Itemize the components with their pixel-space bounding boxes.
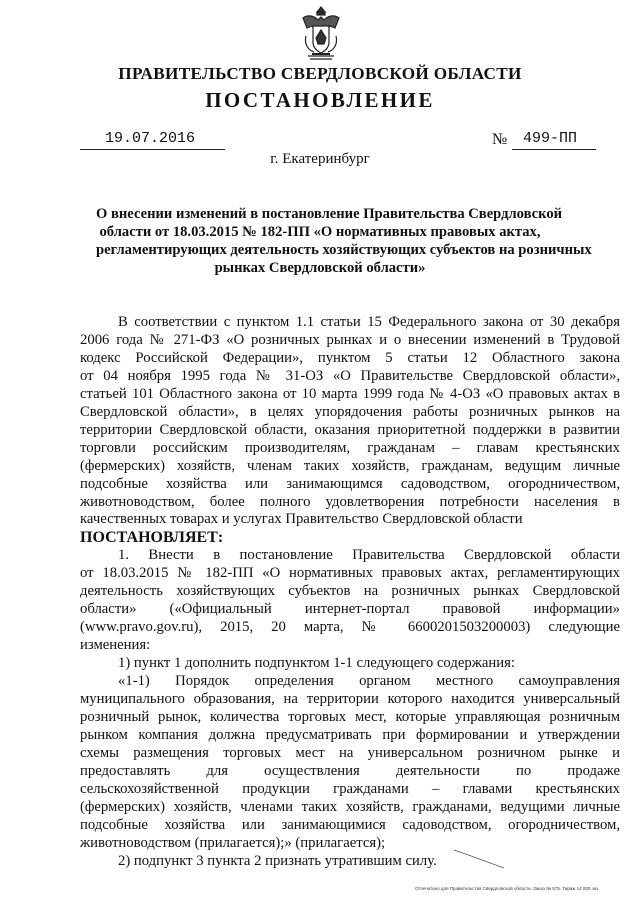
body-line: деятельность хозяйствующих субъектов на розничных рынках Свердловской	[80, 583, 620, 600]
body-line: статьей 101 Областного закона от 10 марта 1999 года № 4-ОЗ «О правовых актах в	[80, 385, 620, 402]
body-line: 1. Внести в постановление Правительства Свердловской области	[118, 547, 620, 564]
body-line: Свердловской области», в целях упорядочения работы розничных рынков на	[80, 403, 620, 420]
resolves-heading: ПОСТАНОВЛЯЕТ:	[80, 529, 224, 547]
body-line: В соответствии с пунктом 1.1 статьи 15 Федерального закона от 30 декабря	[118, 314, 620, 330]
body-line: предоставлять для осуществления деятельности по продаже	[80, 762, 620, 779]
body-line: от 18.03.2015 № 182-ПП «О нормативных правовых актах, регламентирующих	[80, 565, 620, 582]
body-line: (фермерских) хозяйств, членам таких хозяйств, гражданам, ведущим личные	[80, 457, 620, 474]
body-line: торговли российским производителям, гражданам – главам крестьянских	[80, 439, 620, 456]
city: г. Екатеринбург	[270, 151, 370, 167]
number-sign: №	[492, 131, 508, 148]
body-line: от 04 ноября 1995 года № 31-ОЗ «О Правительстве Свердловской области»,	[80, 367, 620, 384]
title-line: области от 18.03.2015 № 182-ПП «О нормативных правовых актах,	[99, 224, 541, 240]
document-body	[80, 314, 620, 871]
body-line: области» («Официальный интернет-портал правовой информации»	[80, 601, 620, 618]
date-underline	[80, 149, 225, 150]
pen-stroke-mark	[452, 848, 507, 870]
body-line: «1-1) Порядок определения органом местного самоуправления	[118, 673, 620, 690]
body-line: 2006 года № 271-ФЗ «О розничных рынках и о внесении изменений в Трудовой	[80, 331, 620, 348]
document-number: 499-ПП	[523, 130, 578, 147]
body-line: (www.pravo.gov.ru), 2015, 20 марта, № 6600201503200003) следующие	[80, 619, 620, 636]
document-title	[96, 205, 592, 277]
title-line: О внесении изменений в постановление Правительства Свердловской	[96, 206, 563, 222]
body-line: подсобные хозяйства или занимающимися садоводством, огородничеством,	[80, 816, 620, 833]
body-line: кодекс Российской Федерации», пунктом 5 статьи 12 Областного закона	[80, 349, 620, 366]
body-line: 2) подпункт 3 пункта 2 признать утратившим силу.	[118, 852, 437, 869]
body-line: животноводством (прилагается);» (прилагается);	[80, 834, 386, 851]
body-line: муниципального образования, на территории которого находится универсальный	[80, 691, 620, 708]
body-line: качественных товарах и услугах Правительство Свердловской области	[80, 511, 523, 528]
body-line: схемы размещения торговых мест на универсальном розничном рынке и	[80, 744, 620, 761]
body-line: рынком компания должна предусматривать при формировании и утверждении	[80, 726, 620, 743]
number-underline	[512, 149, 596, 150]
document-type: ПОСТАНОВЛЕНИЕ	[205, 88, 435, 112]
body-line: розничный рынок, количества торговых мест, которые управляющая розничным	[80, 708, 620, 725]
body-line: территории Свердловской области, оказания приоритетной поддержки в развитии	[80, 421, 620, 438]
document-date: 19.07.2016	[105, 130, 196, 147]
title-line: регламентирующих деятельность хозяйствующих субъектов на розничных	[96, 242, 592, 258]
body-line: сельскохозяйственной продукции гражданами – главами крестьянских	[80, 780, 620, 797]
title-line: рынках Свердловской области»	[214, 260, 426, 276]
body-line: 1) пункт 1 дополнить подпунктом 1-1 следующего содержания:	[118, 655, 515, 672]
body-line: (фермерских) хозяйств, членами таких хозяйств, гражданами, ведущими личные	[80, 798, 620, 815]
body-line: подсобные хозяйства или занимающимся садоводством, огородничеством,	[80, 475, 620, 492]
government-heading: ПРАВИТЕЛЬСТВО СВЕРДЛОВСКОЙ ОБЛАСТИ	[118, 64, 522, 83]
body-line: животноводством, более полного удовлетворения потребности населения в	[80, 493, 620, 510]
body-line: изменения:	[80, 637, 151, 654]
print-footer-note: Отпечатано для Правительства Свердловской области. Заказ № 575. Тираж 14 000 экз.	[415, 886, 600, 891]
coat-of-arms-icon	[300, 6, 342, 60]
